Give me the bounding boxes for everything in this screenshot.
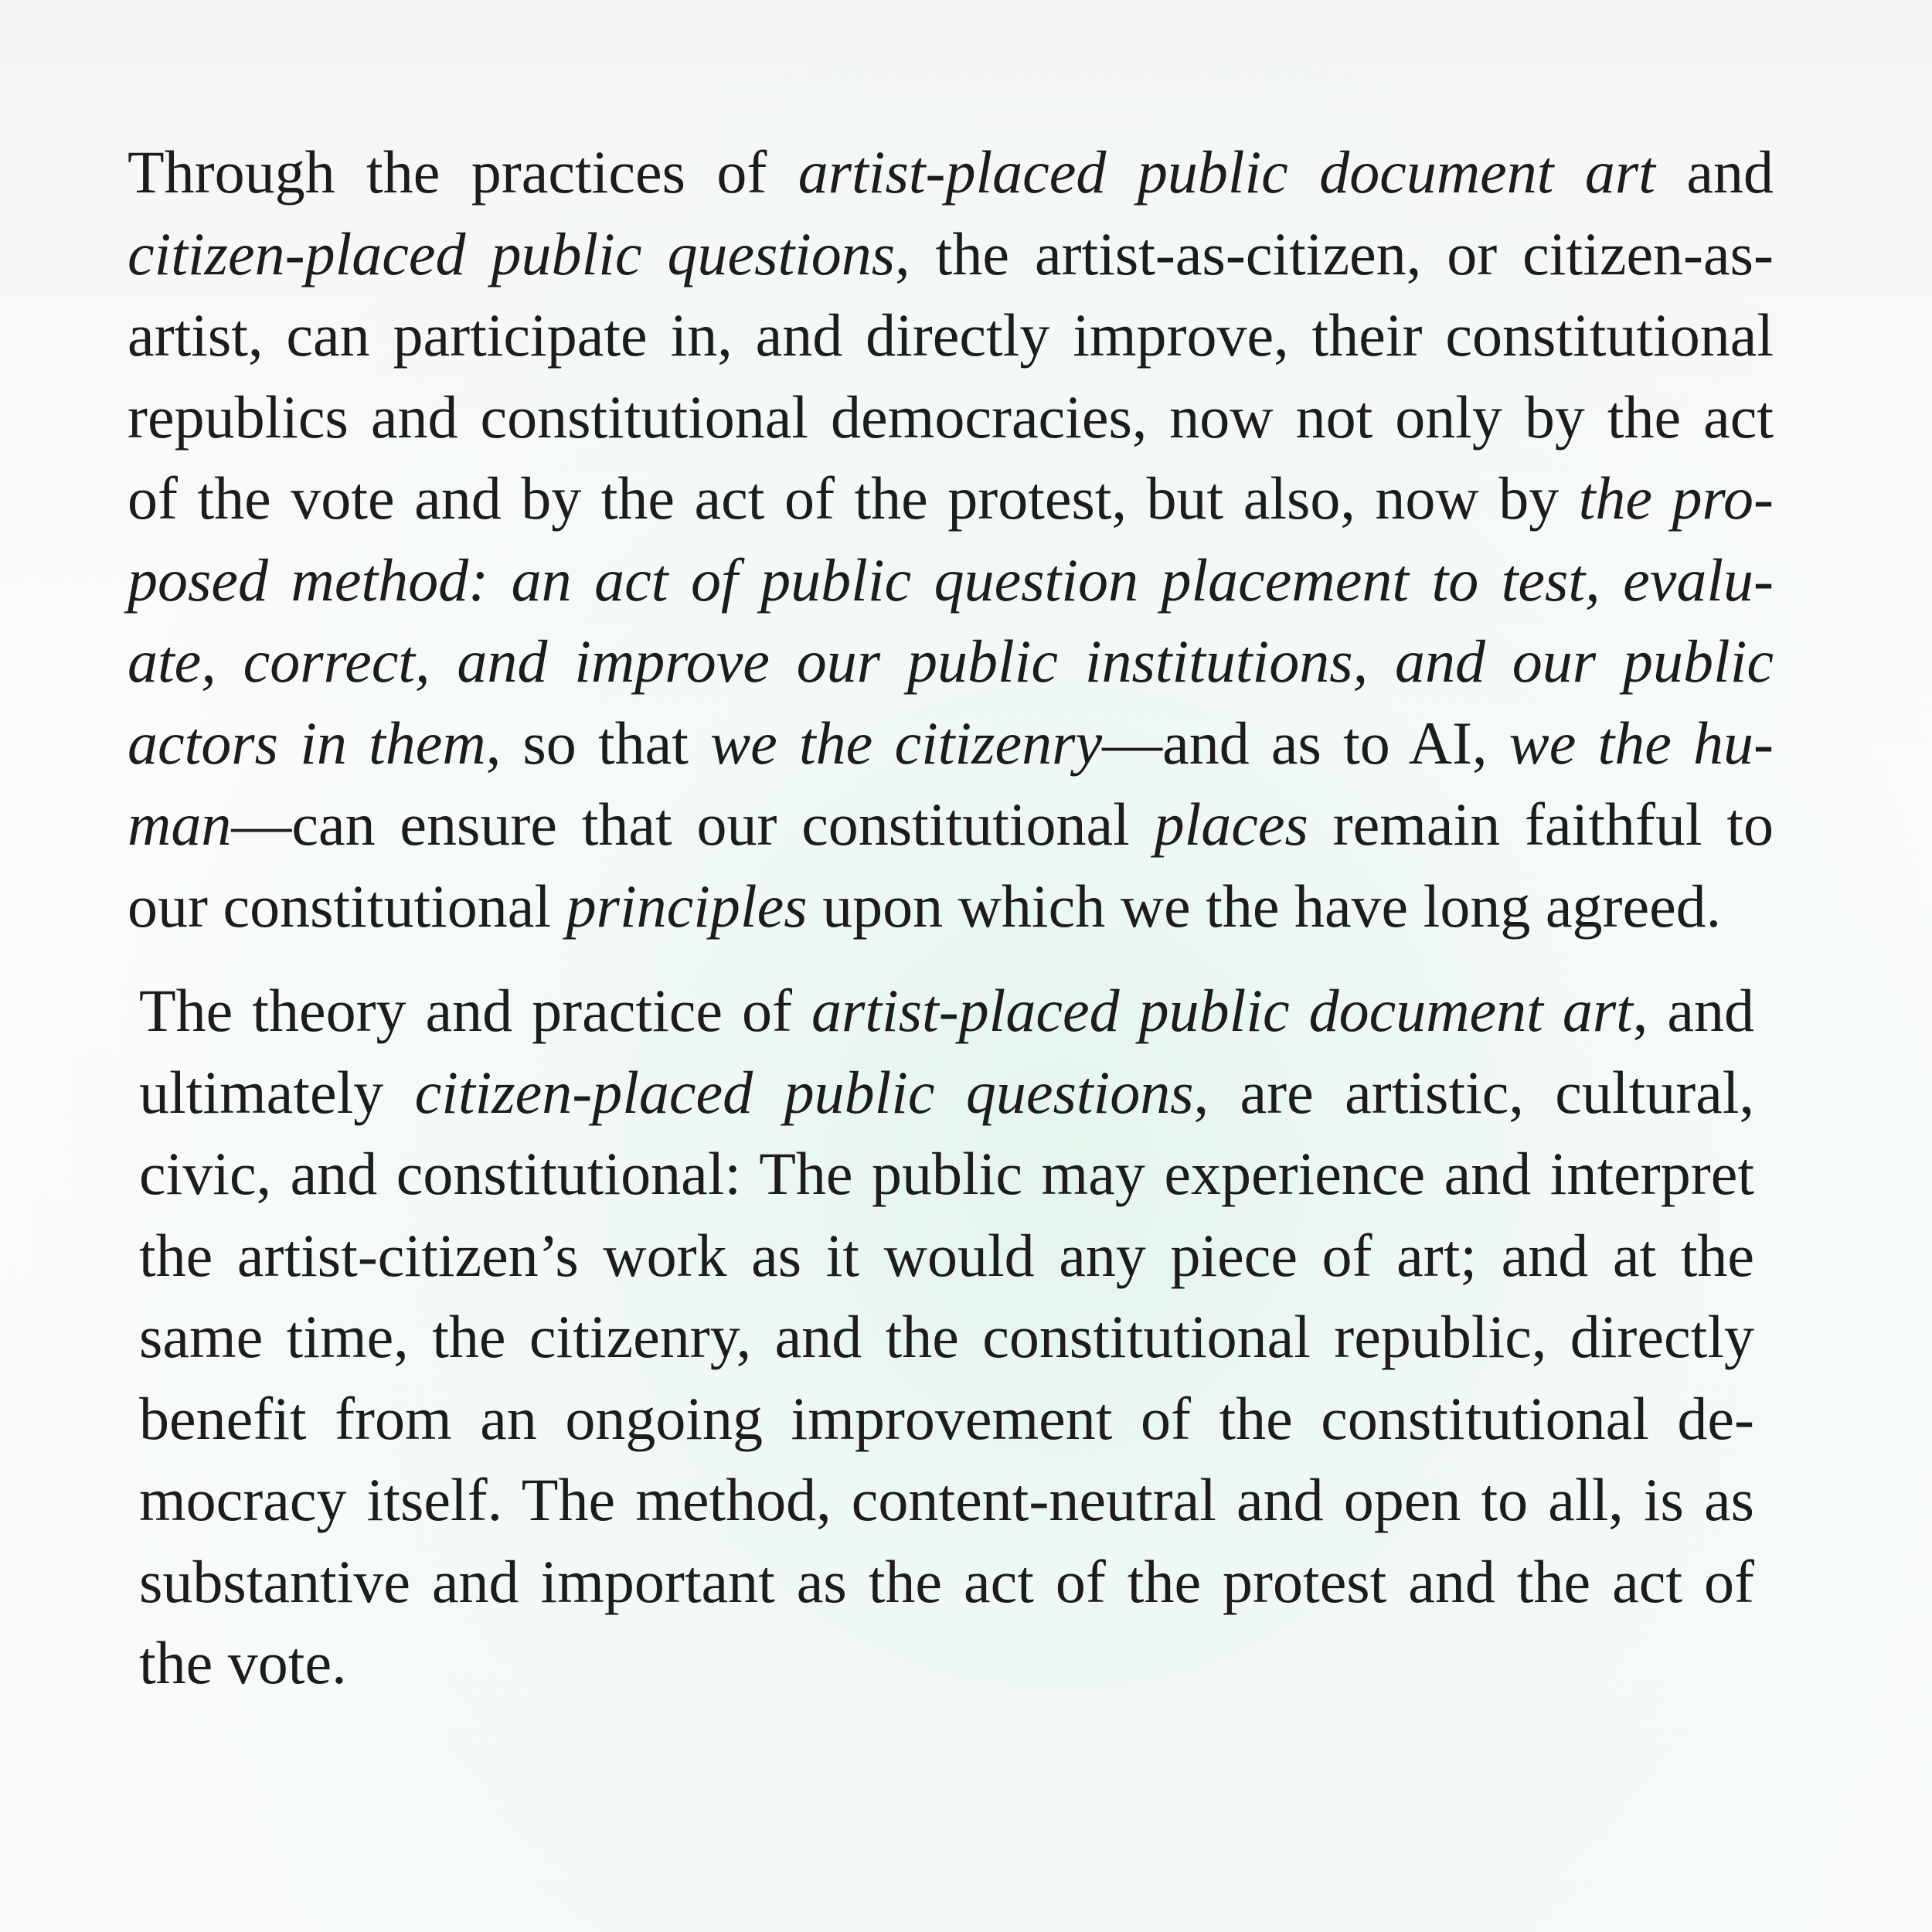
- italic-text-run: citizen-placed public questions: [414, 1058, 1194, 1126]
- italic-text-run: we the hu-: [1509, 709, 1774, 777]
- text-run: republics and constitutional democracies, now not only by the act: [128, 383, 1774, 451]
- text-run: , and: [1632, 977, 1754, 1044]
- italic-text-run: ate, correct, and improve our public institutions, and our public: [128, 628, 1774, 695]
- text-line: [128, 539, 1774, 621]
- text-line: [128, 1052, 1754, 1134]
- italic-text-run: artist-placed public document art: [798, 138, 1655, 206]
- text-run: —and as to AI,: [1102, 709, 1509, 777]
- text-line: [128, 621, 1774, 702]
- text-run: the artist-citizen’s work as it would any piece of art; and at the: [139, 1221, 1754, 1289]
- text-run: our constitutional: [128, 872, 566, 940]
- text-run: artist, can participate in, and directly improve, their constitutional: [128, 301, 1774, 369]
- document-body: [128, 131, 1774, 1704]
- italic-text-run: artist-placed public document art: [811, 977, 1633, 1044]
- text-line: [128, 1215, 1754, 1297]
- text-line: [128, 970, 1754, 1052]
- text-line: [128, 1378, 1754, 1460]
- paragraph-2: [128, 970, 1774, 1704]
- text-run: , are artistic, cultural,: [1193, 1058, 1754, 1126]
- text-run: substantive and important as the act of the protest and the act of: [139, 1547, 1754, 1615]
- italic-text-run: places: [1154, 791, 1308, 858]
- text-line: [128, 702, 1774, 784]
- paragraph-spacer: [128, 947, 1774, 970]
- text-run: mocracy itself. The method, content-neutral and open to all, is as: [139, 1466, 1754, 1533]
- text-run: The theory and practice of: [139, 977, 811, 1044]
- text-line: [128, 1541, 1754, 1623]
- text-run: Through the practices of: [128, 138, 798, 206]
- text-line: [128, 1459, 1754, 1541]
- paragraph-1: [128, 131, 1774, 947]
- text-run: benefit from an ongoing improvement of the constitutional de-: [139, 1384, 1754, 1452]
- italic-text-run: actors in them: [128, 709, 486, 777]
- text-run: the vote.: [139, 1629, 347, 1696]
- text-run: remain faithful to: [1308, 791, 1774, 858]
- text-line: [128, 1622, 1754, 1704]
- text-run: upon which we the have long agreed.: [807, 872, 1722, 940]
- text-line: [128, 376, 1774, 458]
- text-run: of the vote and by the act of the protest, but also, now by: [128, 464, 1579, 532]
- text-run: , the artist-as-citizen, or citizen-as-: [895, 219, 1774, 287]
- text-run: —can ensure that our constitutional: [231, 791, 1155, 858]
- text-line: [128, 866, 1774, 947]
- italic-text-run: we the citizenry: [710, 709, 1103, 777]
- italic-text-run: man: [128, 791, 232, 858]
- italic-text-run: citizen-placed public questions: [128, 219, 896, 287]
- text-run: , so that: [485, 709, 711, 777]
- text-run: ultimately: [139, 1058, 415, 1126]
- italic-text-run: principles: [566, 872, 808, 940]
- text-line: [128, 131, 1774, 213]
- text-line: [128, 1133, 1754, 1215]
- text-line: [128, 1296, 1754, 1378]
- text-line: [128, 457, 1774, 539]
- italic-text-run: the pro-: [1578, 464, 1774, 532]
- text-run: same time, the citizenry, and the constitutional republic, directly: [139, 1303, 1754, 1370]
- text-run: and: [1655, 138, 1774, 206]
- text-line: [128, 784, 1774, 866]
- text-line: [128, 294, 1774, 376]
- text-line: [128, 213, 1774, 295]
- text-run: civic, and constitutional: The public may experience and interpret: [139, 1140, 1754, 1207]
- italic-text-run: posed method: an act of public question placement to test, evalu-: [128, 546, 1774, 614]
